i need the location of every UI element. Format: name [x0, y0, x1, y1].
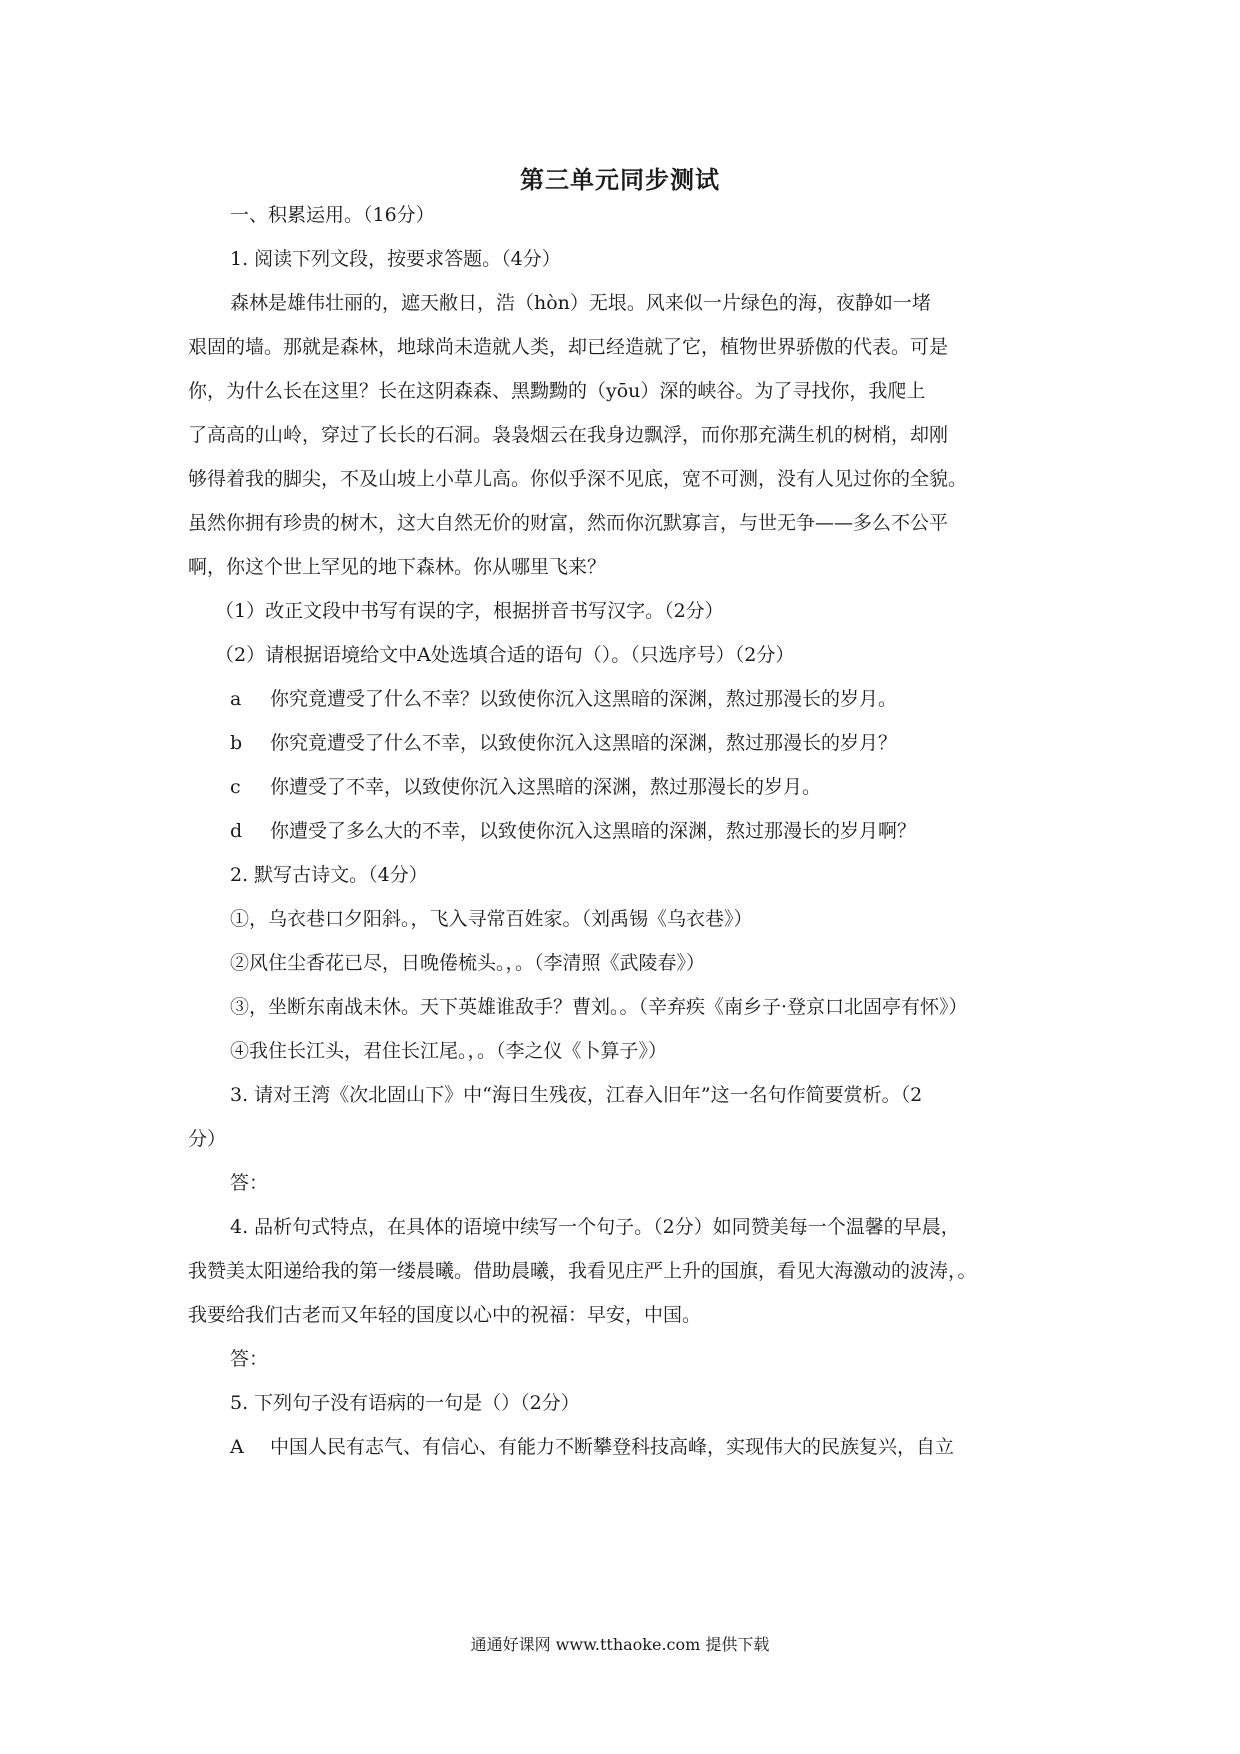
- question-3-line: 3. 请对王湾《次北固山下》中“海日生残夜，江春入旧年”这一名句作简要赏析。（2: [230, 1084, 923, 1106]
- option-letter: b: [230, 732, 243, 754]
- passage-line: 虽然你拥有珍贵的树木，这大自然无价的财富，然而你沉默寡言，与世无争——多么不公平: [188, 512, 949, 534]
- option-A: [230, 1438, 954, 1457]
- question-3-line: 分）: [188, 1128, 227, 1150]
- question-4-line: 4. 品析句式特点，在具体的语境中续写一个句子。（2分）如同赞美每一个温馨的早晨，: [230, 1216, 960, 1238]
- option-c: [230, 778, 821, 797]
- option-letter: c: [230, 776, 241, 798]
- option-letter: a: [230, 688, 242, 710]
- option-text: 中国人民有志气、有信心、有能力不断攀登科技高峰，实现伟大的民族复兴，自立: [270, 1436, 955, 1458]
- page-title: 第三单元同步测试: [520, 166, 720, 194]
- option-text: 你究竟遭受了什么不幸，以致使你沉入这黑暗的深渊，熬过那漫长的岁月？: [270, 732, 898, 754]
- sub-question-1: （1）改正文段中书写有误的字，根据拼音书写汉字。（2分）: [215, 600, 724, 622]
- option-text: 你遭受了不幸，以致使你沉入这黑暗的深渊，熬过那漫长的岁月。: [270, 776, 822, 798]
- passage-line: 艰固的墙。那就是森林，地球尚未造就人类，却已经造就了它，植物世界骄傲的代表。可是: [188, 336, 949, 358]
- question-1-heading: 1. 阅读下列文段，按要求答题。（4分）: [230, 248, 561, 270]
- question-4-line: 我赞美太阳递给我的第一缕晨曦。借助晨曦，我看见庄严上升的国旗，看见大海激动的波涛，。: [188, 1260, 977, 1282]
- passage-line: 你，为什么长在这里？长在这阴森森、黑黝黝的（yōu）深的峡谷。为了寻找你，我爬上: [188, 380, 926, 402]
- option-b: [230, 734, 897, 753]
- option-d: [230, 822, 916, 841]
- passage-line: 了高高的山岭，穿过了长长的石洞。袅袅烟云在我身边飘浮，而你那充满生机的树梢，却刚: [188, 424, 949, 446]
- answer-label: 答：: [230, 1172, 269, 1194]
- answer-label: 答：: [230, 1348, 269, 1370]
- option-text: 你遭受了多么大的不幸，以致使你沉入这黑暗的深渊，熬过那漫长的岁月啊？: [270, 820, 917, 842]
- question-4-line: 我要给我们古老而又年轻的国度以心中的祝福：早安，中国。: [188, 1304, 702, 1326]
- passage-line: 够得着我的脚尖，不及山坡上小草儿高。你似乎深不见底，宽不可测，没有人见过你的全貌。: [188, 468, 968, 490]
- poem-line: ④我住长江头，君住长江尾。，。（李之仪《卜算子》）: [230, 1040, 668, 1062]
- sub-question-2: （2）请根据语境给文中A处选填合适的语句（）。（只选序号）（2分）: [215, 644, 795, 666]
- poem-line: ③，坐断东南战未休。天下英雄谁敌手？曹刘。。（辛弃疾《南乡子·登京口北固亭有怀》）: [230, 996, 968, 1018]
- poem-line: ①，乌衣巷口夕阳斜。，飞入寻常百姓家。（刘禹锡《乌衣巷》）: [230, 908, 753, 930]
- option-letter: d: [230, 820, 243, 842]
- page-footer: 通通好课网 www.tthaoke.com 提供下载: [470, 1635, 770, 1654]
- passage-line: 森林是雄伟壮丽的，遮天敝日，浩（hòn）无垠。风来似一片绿色的海，夜静如一堵: [230, 292, 931, 314]
- passage-line: 啊，你这个世上罕见的地下森林。你从哪里飞来？: [188, 556, 607, 578]
- question-5-heading: 5. 下列句子没有语病的一句是（）（2分）: [230, 1392, 580, 1414]
- question-2-heading: 2. 默写古诗文。（4分）: [230, 864, 428, 886]
- section-heading: 一、积累运用。（16分）: [230, 204, 435, 226]
- option-text: 你究竟遭受了什么不幸？以致使你沉入这黑暗的深渊，熬过那漫长的岁月。: [270, 688, 898, 710]
- option-a: [230, 690, 897, 709]
- poem-line: ②风住尘香花已尽，日晚倦梳头。，。（李清照《武陵春》）: [230, 952, 706, 974]
- option-letter: A: [230, 1436, 244, 1458]
